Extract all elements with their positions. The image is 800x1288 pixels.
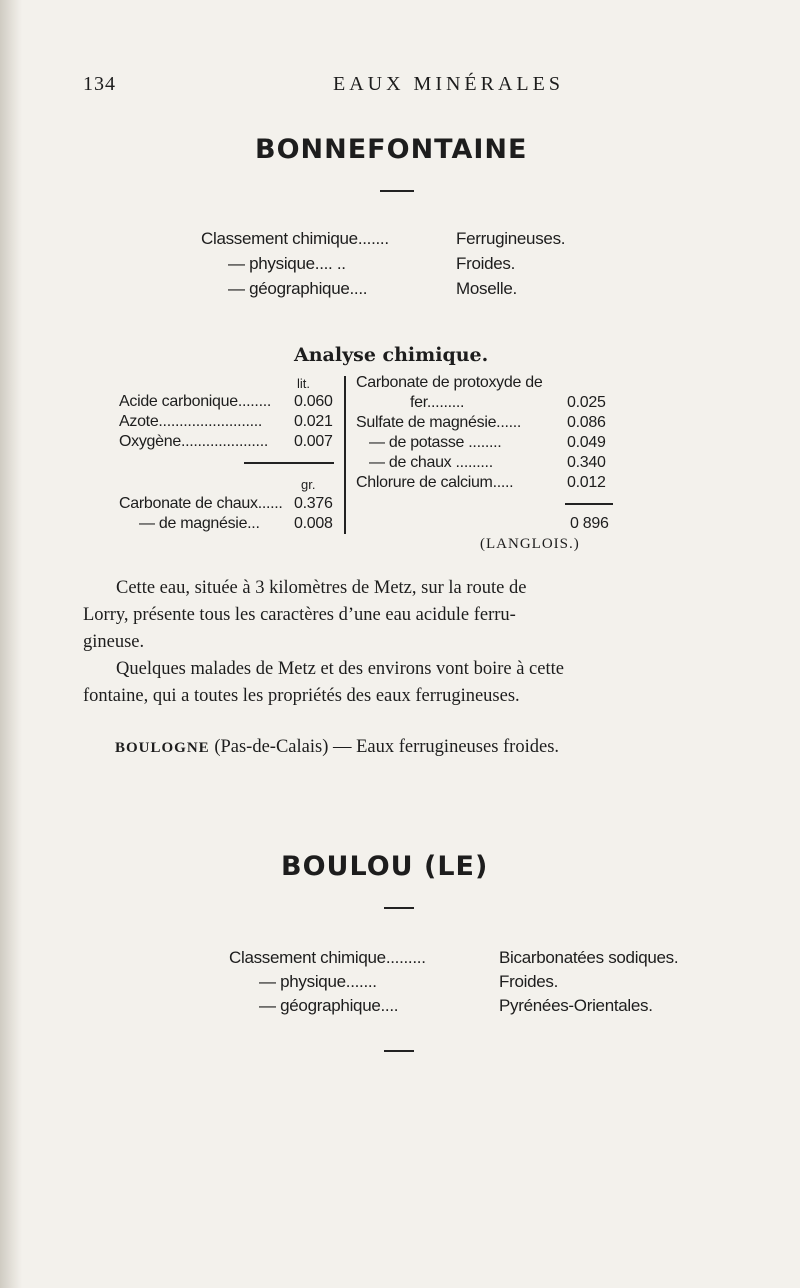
classification-value-physical: Froides. <box>456 254 516 273</box>
end-rule <box>384 1050 414 1052</box>
row-value: 0.007 <box>294 433 333 450</box>
author-citation: (LANGLOIS.) <box>480 536 580 552</box>
row-label: Sulfate de magnésie...... <box>356 414 522 431</box>
paragraph-line: Quelques malades de Metz et des environs vont boire à cette <box>116 659 564 679</box>
section-title-boulou: BOULOU (LE) <box>281 851 489 882</box>
classification-value-physical: Froides. <box>499 972 559 991</box>
title-rule <box>384 907 414 909</box>
total-value: 0 896 <box>570 515 609 532</box>
row-value: 0.012 <box>567 474 606 491</box>
row-label: Acide carbonique........ <box>119 393 272 410</box>
paragraph-line: Cette eau, située à 3 kilomètres de Metz, sur la route de <box>116 578 527 598</box>
row-label: — de chaux ......... <box>369 454 493 471</box>
entry-boulogne <box>115 737 559 758</box>
row-value: 0.340 <box>567 454 606 471</box>
classification-value-geographic: Moselle. <box>456 279 517 298</box>
classification-value-chemical: Ferrugineuses. <box>456 229 566 248</box>
row-label: Chlorure de calcium..... <box>356 474 514 491</box>
row-label: fer......... <box>410 394 465 411</box>
column-separator <box>344 376 346 534</box>
unit-lit: lit. <box>297 376 310 391</box>
row-value: 0.021 <box>294 413 333 430</box>
classification-label-chemical: Classement chimique......... <box>229 948 426 967</box>
classification-label-geographic: — géographique.... <box>228 279 368 298</box>
row-label: — de potasse ........ <box>369 434 502 451</box>
unit-gr: gr. <box>301 477 316 492</box>
row-value: 0.008 <box>294 515 333 532</box>
classification-label-chemical: Classement chimique....... <box>201 229 389 248</box>
row-label: Carbonate de chaux...... <box>119 495 283 512</box>
paragraph-line: fontaine, qui a toutes les propriétés des eaux ferrugineuses. <box>83 686 520 706</box>
analysis-title: Analyse chimique. <box>294 344 489 366</box>
row-value: 0.086 <box>567 414 606 431</box>
running-title: EAUX MINÉRALES <box>333 73 564 95</box>
paragraph-line: gineuse. <box>83 632 145 652</box>
classification-value-chemical: Bicarbonatées sodiques. <box>499 948 679 967</box>
row-label: Carbonate de protoxyde de <box>356 374 543 391</box>
table-divider <box>244 462 334 464</box>
row-value: 0.060 <box>294 393 333 410</box>
section-title-bonnefontaine: BONNEFONTAINE <box>255 134 528 165</box>
row-label: — de magnésie... <box>139 515 260 532</box>
classification-label-physical: — physique....... <box>259 972 377 991</box>
classification-value-geographic: Pyrénées-Orientales. <box>499 996 653 1015</box>
classification-label-geographic: — géographique.... <box>259 996 399 1015</box>
row-value: 0.025 <box>567 394 606 411</box>
classification-label-physical: — physique.... .. <box>228 254 346 273</box>
place-name: BOULOGNE <box>115 740 210 756</box>
title-rule <box>380 190 414 192</box>
row-label: Oxygène..................... <box>119 433 268 450</box>
paragraph-line: Lorry, présente tous les caractères d’une eau acidule ferru- <box>83 605 516 625</box>
book-gutter <box>0 0 22 1288</box>
page-number: 134 <box>83 73 116 95</box>
total-rule <box>565 503 613 505</box>
row-label: Azote......................... <box>119 413 263 430</box>
row-value: 0.376 <box>294 495 333 512</box>
row-value: 0.049 <box>567 434 606 451</box>
entry-text: (Pas-de-Calais) — Eaux ferrugineuses froides. <box>214 737 560 757</box>
